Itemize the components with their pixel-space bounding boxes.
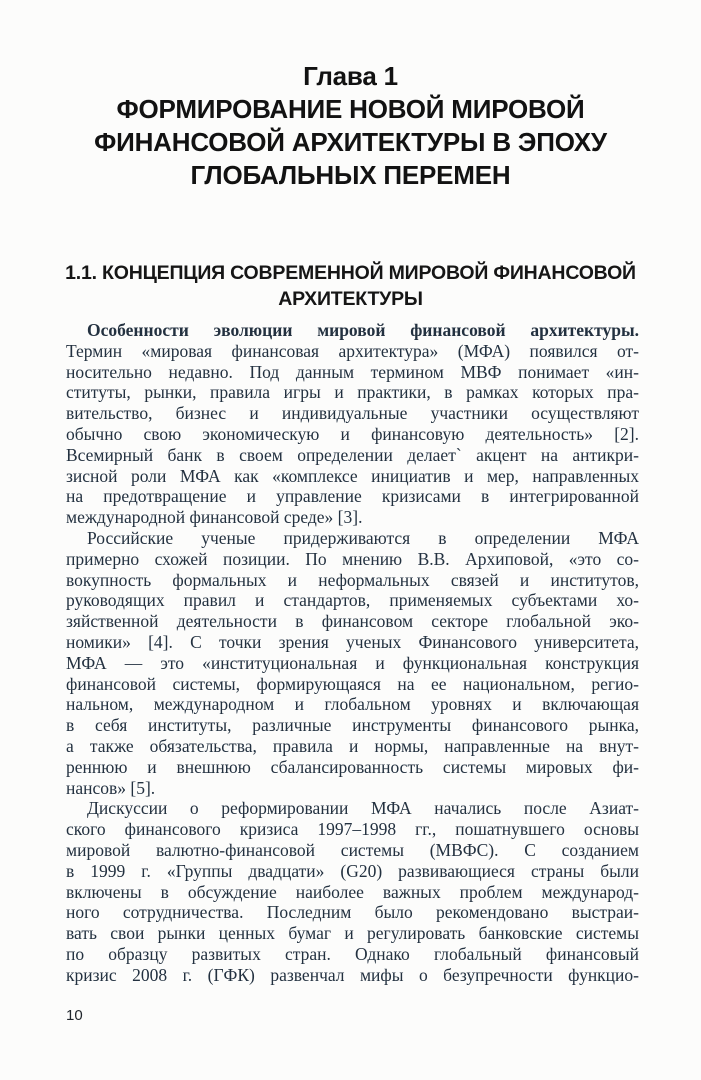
text-line: ного сотрудничества. Последним было рекомендовано выстраи-	[66, 902, 639, 923]
chapter-title-line: ФИНАНСОВОЙ АРХИТЕКТУРЫ В ЭПОХУ	[94, 127, 607, 157]
paragraph	[66, 320, 639, 528]
chapter-title-line: ГЛОБАЛЬНЫХ ПЕРЕМЕН	[190, 160, 511, 190]
paragraph	[66, 528, 639, 798]
text-line: зисной роли МФА как «комплексе инициатив и мер, направленных	[66, 465, 639, 486]
text-line: носительно недавно. Под данным термином МВФ понимает «ин-	[66, 361, 639, 382]
section-heading-line: 1.1. КОНЦЕПЦИЯ СОВРЕМЕННОЙ МИРОВОЙ ФИНАНСОВОЙ	[65, 262, 636, 284]
text-line: Особенности эволюции мировой финансовой архитектуры.	[87, 320, 639, 340]
chapter-label: Глава 1	[303, 61, 398, 91]
text-line: мировой валютно-финансовой системы (МВФС). С созданием	[66, 839, 639, 860]
text-line: руководящих правил и стандартов, применяемых субъектами хо-	[66, 590, 639, 611]
text-line: Термин «мировая финансовая архитектура» (МФА) появился от-	[66, 340, 639, 361]
text-line: нальном, международном и глобальном уровнях и включающая	[66, 694, 639, 715]
text-line: реннюю и внешнюю сбалансированность системы мировых фи-	[66, 756, 639, 777]
text-line: кризис 2008 г. (ГФК) развенчал мифы о безупречности функцио-	[66, 964, 639, 985]
body-text	[66, 320, 639, 986]
text-line: Российские ученые придерживаются в определении МФА	[87, 527, 639, 548]
text-line: Всемирный банк в своем определении делает` акцент на антикри-	[66, 444, 639, 465]
text-line: вительство, бизнес и индивидуальные участники осуществляют	[66, 403, 639, 424]
text-line: а также обязательства, правила и нормы, направленные на внут-	[66, 735, 639, 756]
text-line: на предотвращение и управление кризисами в интегрированной	[66, 486, 639, 507]
text-line: в 1999 г. «Группы двадцати» (G20) развивающиеся страны были	[66, 860, 639, 881]
chapter-heading	[0, 60, 701, 192]
text-line: примерно схожей позиции. По мнению В.В. Архиповой, «это со-	[66, 548, 639, 569]
text-line: вать свои рынки ценных бумаг и регулировать банковские системы	[66, 923, 639, 944]
text-line: в себя институты, различные инструменты финансового рынка,	[66, 715, 639, 736]
text-line: вокупность формальных и неформальных связей и институтов,	[66, 569, 639, 590]
page-number: 10	[66, 1007, 83, 1024]
text-line: зяйственной деятельности в финансовом секторе глобальной эко-	[66, 611, 639, 632]
text-line: обычно свою экономическую и финансовую деятельность» [2].	[66, 423, 639, 444]
section-heading	[0, 260, 701, 312]
text-line: Дискуссии о реформировании МФА начались после Азиат-	[87, 798, 639, 819]
chapter-title	[0, 93, 701, 192]
text-line: номики» [4]. С точки зрения ученых Финансового университета,	[66, 631, 639, 652]
chapter-title-line: ФОРМИРОВАНИЕ НОВОЙ МИРОВОЙ	[116, 94, 585, 124]
text-line: международной финансовой среде» [3].	[66, 507, 363, 528]
text-line: МФА — это «институциональная и функциональная конструкция	[66, 652, 639, 673]
text-line: ституты, рынки, правила игры и практики, в рамках которых пра-	[66, 382, 639, 403]
text-line: ского финансового кризиса 1997–1998 гг., пошатнувшего основы	[66, 819, 639, 840]
text-line: нансов» [5].	[66, 777, 156, 798]
paragraph	[66, 798, 639, 985]
text-line: финансовой системы, формирующаяся на ее национальном, регио-	[66, 673, 639, 694]
text-line: по образцу развитых стран. Однако глобальный финансовый	[66, 943, 639, 964]
section-heading-line: АРХИТЕКТУРЫ	[278, 288, 423, 310]
text-line: включены в обсуждение наиболее важных проблем международ-	[66, 881, 639, 902]
